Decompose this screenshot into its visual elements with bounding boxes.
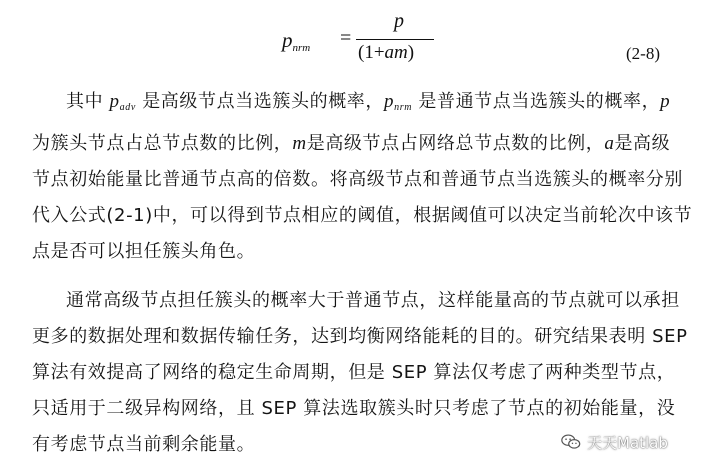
- paragraph-2-line-1: 通常高级节点担任簇头的概率大于普通节点，这样能量高的节点就可以承担: [66, 290, 680, 311]
- formula-denominator: (1+am): [358, 42, 415, 63]
- fraction-bar: [356, 39, 434, 40]
- equation-number: (2-8): [626, 44, 660, 63]
- watermark: [560, 428, 668, 456]
- paragraph-1-line-4: 代入公式(2-1)中，可以得到节点相应的阈值，根据阈值可以决定当前轮次中该节: [32, 205, 693, 226]
- paragraph-2-line-5: 有考虑节点当前剩余能量。: [32, 434, 256, 455]
- paragraph-1-line-3: 节点初始能量比普通节点高的倍数。将高级节点和普通节点当选簇头的概率分别: [32, 169, 683, 190]
- paragraph-2-line-4: 只适用于二级异构网络，且 SEP 算法选取簇头时只考虑了节点的初始能量，没: [32, 398, 676, 419]
- paragraph-2-line-3: 算法有效提高了网络的稳定生命周期，但是 SEP 算法仅考虑了两种类型节点，: [32, 362, 676, 383]
- watermark-text: 天天Matlab: [587, 433, 668, 452]
- formula-equals: =: [340, 27, 352, 49]
- wechat-icon: [560, 431, 582, 453]
- formula-lhs: $p_{nrm}$: [282, 28, 311, 54]
- paragraph-1-line-1: 其中 $p_{adv}$ 是高级节点当选簇头的概率，$p_{nrm}$ 是普通节点当选簇头的概率，p: [66, 91, 671, 113]
- formula-numerator: p: [394, 10, 404, 32]
- paragraph-1-line-2: 为簇头节点占总节点数的比例，m是高级节点占网络总节点数的比例，a是高级: [32, 133, 671, 154]
- paragraph-1-line-5: 点是否可以担任簇头角色。: [32, 241, 256, 262]
- paragraph-1: [32, 84, 693, 270]
- paragraph-2-line-2: 更多的数据处理和数据传输任务，达到均衡网络能耗的目的。研究结果表明 SEP: [32, 326, 688, 347]
- formula-2-8: [282, 8, 462, 64]
